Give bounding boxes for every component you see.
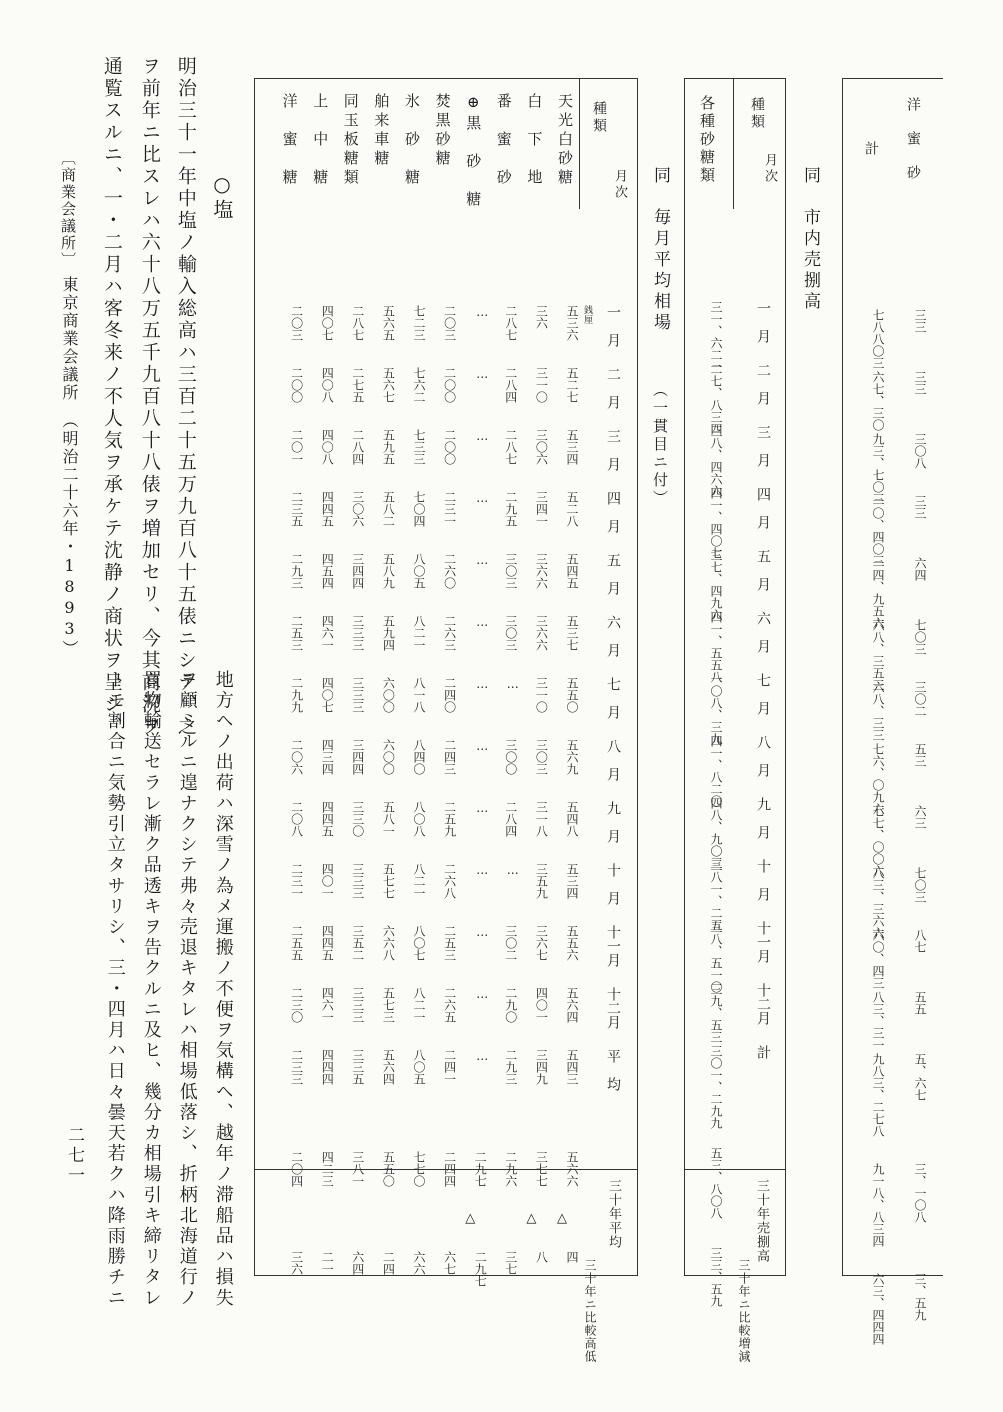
table3-cell: 三三三 bbox=[350, 615, 365, 651]
table3-cell: … bbox=[475, 925, 490, 939]
table3-cell: 八〇五 bbox=[412, 553, 426, 589]
table3-cell: 三八一 bbox=[350, 1151, 365, 1187]
table2-cell: 三〇一、二九九 bbox=[709, 1045, 723, 1129]
table3-cell: 五二八 bbox=[565, 491, 579, 527]
table2-cell: 一〇八、三九 bbox=[709, 673, 723, 745]
tail-cell: 三、五九 bbox=[913, 1273, 927, 1321]
table3-cell: 三六六 bbox=[534, 615, 549, 651]
table3-cell: 五五六 bbox=[565, 925, 579, 961]
table3-title: 同 毎月平均相場 bbox=[650, 166, 670, 334]
table3-month-header: 一 月 bbox=[605, 305, 621, 347]
table3-cell: 二八四 bbox=[503, 801, 518, 837]
essay-col-7: トモ割合ニ気勢引立タサリシ、三・四月ハ日々曇天若クハ降雨勝チニ bbox=[104, 670, 126, 1309]
table3-cell: 二六三 bbox=[442, 615, 457, 651]
table3-cell: 三七七 bbox=[534, 1151, 549, 1187]
table3-cell: 二〇六 bbox=[289, 739, 304, 775]
table3-cell: 三一八 bbox=[534, 801, 549, 837]
table3-cell: 四四四 bbox=[320, 1049, 335, 1085]
table3-cell: 七六二 bbox=[412, 367, 426, 403]
tail-cell: 八三、三一 bbox=[871, 991, 885, 1051]
table3-cell: 五三六 bbox=[565, 305, 579, 341]
table2-month-header: 計 bbox=[755, 1045, 771, 1059]
table3-month-header: 三 月 bbox=[605, 429, 621, 471]
table3-cell: 五四五 bbox=[565, 553, 579, 589]
table3-cell: 八二一 bbox=[412, 863, 426, 899]
table3-cell: 四〇八 bbox=[320, 429, 335, 465]
table3-month-header: 七 月 bbox=[605, 677, 621, 719]
table3-cell: 三一〇 bbox=[534, 677, 549, 713]
top-tail-table bbox=[842, 78, 943, 1345]
table3-cell: 五三四 bbox=[565, 863, 579, 899]
table3-row-label: 同玉板糖類 bbox=[341, 93, 360, 188]
table3-cell: 三四九 bbox=[534, 1049, 549, 1085]
table2-cell: 四一、四〇七 bbox=[709, 487, 723, 559]
table3-cell: 三一〇 bbox=[534, 367, 549, 403]
table3-cell: 五六四 bbox=[381, 1049, 396, 1085]
table3-cell: 三四四 bbox=[350, 553, 365, 589]
table3-cell: 二三〇 bbox=[289, 987, 304, 1023]
page-number: 二七一 bbox=[64, 1126, 84, 1186]
table3-unit: 銭厘 bbox=[582, 305, 592, 325]
table3-cell: 三〇二 bbox=[503, 925, 518, 961]
table3-cell: 二三三 bbox=[289, 1049, 304, 1085]
table3-cell: 五六七 bbox=[381, 367, 396, 403]
table2-header-kind: 種類 bbox=[749, 97, 765, 131]
tail-cell: 三三 bbox=[913, 495, 927, 519]
table3-row-label: 舶来車糖 bbox=[372, 93, 391, 169]
table3-cell: 五七三 bbox=[381, 987, 396, 1023]
table3-cell: 八 bbox=[534, 1251, 549, 1263]
table2-month-header: 五 月 bbox=[755, 549, 771, 591]
table3-cell: 五五〇 bbox=[381, 1151, 396, 1187]
table3-cell: 三〇三 bbox=[534, 739, 549, 775]
table3-cell: 二四四 bbox=[442, 1151, 457, 1187]
table2-extra-2: 三十年ニ比較増減 bbox=[737, 1259, 751, 1363]
tail-cell: 七八八〇三 bbox=[871, 309, 885, 369]
table3-cell: 二四三 bbox=[442, 739, 457, 775]
table3-cell: 五四八 bbox=[565, 801, 579, 837]
table3-cell: 四四五 bbox=[320, 491, 335, 527]
tail-cell: 五、六七 bbox=[913, 1053, 927, 1101]
essay-col-5: ヲ顧ミルニ遑ナクシテ弗々売退キタレハ相場低落シ、折柄北海道行ノ bbox=[176, 670, 198, 1309]
tail-cell: 六七、三〇 bbox=[871, 371, 885, 431]
table3-cell: 四五四 bbox=[320, 553, 335, 589]
table3-cell: 八〇七 bbox=[412, 925, 426, 961]
essay-col-3: 通覧スルニ、一・二月ハ客冬来ノ不人気ヲ承ケテ沈静ノ商状ヲ呈シ、 bbox=[100, 56, 123, 738]
table2-cell: 四一、五五八 bbox=[709, 611, 723, 683]
table3-cell: 二〇〇 bbox=[289, 367, 304, 403]
tail-cell: 八七 bbox=[913, 929, 927, 953]
table3-cell: 五三七 bbox=[565, 615, 579, 651]
table3-cell: 八一八 bbox=[412, 677, 426, 713]
table3-cell: 二〇一 bbox=[289, 429, 304, 465]
table3-cell: … bbox=[475, 677, 490, 691]
table3-cell: 五六九 bbox=[565, 739, 579, 775]
tail-cell: 一〇、四〇三 bbox=[871, 495, 885, 567]
table3-subtitle: （一貫目ニ付） bbox=[651, 382, 669, 508]
table3-month-header: 四 月 bbox=[605, 491, 621, 533]
table3-cell: … bbox=[475, 739, 490, 753]
table3-extra-1: 三十年平均 bbox=[606, 1179, 621, 1249]
table3-cell: 五九四 bbox=[381, 615, 396, 651]
table3-cell: 八二一 bbox=[412, 987, 426, 1023]
table3-month-header: 十一月 bbox=[605, 925, 621, 967]
table2-cell: 三三、五九 bbox=[709, 1247, 723, 1307]
table3-cell: 五六六 bbox=[565, 1151, 579, 1187]
table3-cell: 二四〇 bbox=[442, 677, 457, 713]
table3-cell: 五八二 bbox=[381, 491, 396, 527]
table3-cell: 二〇三 bbox=[442, 305, 457, 341]
table3-cell: 二六〇 bbox=[442, 553, 457, 589]
tail-cell: 七〇三 bbox=[913, 867, 927, 903]
table3-month-header: 十二月 bbox=[605, 987, 621, 1029]
essay-col-4: 地方ヘノ出荷ハ深雪ノ為メ運搬ノ不便ヲ気構ヘ、越年ノ滞船品ハ損失 bbox=[212, 670, 234, 1309]
table2-cell: 三九、五三 bbox=[709, 983, 723, 1043]
table3-cell: 二一 bbox=[320, 1251, 335, 1275]
table3-cell: 四四五 bbox=[320, 801, 335, 837]
table3-cell: 三六六 bbox=[534, 553, 549, 589]
table3-cell: … bbox=[505, 863, 520, 877]
tail-row-label-1: 洋 蜜 砂 bbox=[905, 97, 921, 182]
table3-cell: 二八七 bbox=[350, 305, 365, 341]
table3-cell: 三七 bbox=[503, 1251, 518, 1275]
table3-cell: 七七〇 bbox=[412, 1151, 426, 1187]
table3-cell: 二八七 bbox=[503, 429, 518, 465]
table3-cell: 二三一 bbox=[289, 863, 304, 899]
table3-cell: 三四一 bbox=[534, 491, 549, 527]
table3-cell: 五八一 bbox=[381, 801, 396, 837]
tail-cell: 九一八、八三四 bbox=[871, 1163, 885, 1247]
table3-cell: 二四一 bbox=[442, 1049, 457, 1085]
table3-cell: 三〇六 bbox=[350, 491, 365, 527]
table3-cell: 四〇一 bbox=[534, 987, 549, 1023]
tail-cell: 七七、〇〇六 bbox=[871, 805, 885, 877]
table3-row-label: 上 中 糖 bbox=[311, 93, 330, 188]
table3-cell: 二九〇 bbox=[503, 987, 518, 1023]
table3-header-kind: 種類 bbox=[591, 101, 607, 135]
table2-cell: 五三、八〇八 bbox=[709, 1147, 723, 1219]
table3-cell: 六〇〇 bbox=[381, 739, 396, 775]
source-label: 〔商業会議所〕 bbox=[59, 150, 77, 269]
table3-cell: 五六五 bbox=[381, 305, 396, 341]
table3-cell: 二五五 bbox=[289, 925, 304, 961]
table3-cell: 三六 bbox=[289, 1251, 304, 1275]
table3-cell: 二〇三 bbox=[289, 305, 304, 341]
table3-cell: 二五九 bbox=[442, 801, 457, 837]
table2-cell: 三八、五一〇 bbox=[709, 921, 723, 993]
tail-cell: 九八三、二七八 bbox=[871, 1053, 885, 1137]
table3-cell: 二九五 bbox=[503, 491, 518, 527]
tail-cell: 六八、三三 bbox=[871, 681, 885, 741]
table3-header-month: 月次 bbox=[612, 169, 627, 201]
table2-extra-1: 三十年売捌高 bbox=[754, 1179, 769, 1263]
table2-row-label: 各種砂糖類 bbox=[698, 95, 716, 185]
table3-cell: 四四五 bbox=[320, 925, 335, 961]
table3-cell: 四六一 bbox=[320, 987, 335, 1023]
table3-cell: 五五〇 bbox=[565, 677, 579, 713]
tail-cell: 六〇、四三 bbox=[871, 929, 885, 989]
table3-cell: 二九九 bbox=[289, 677, 304, 713]
table3-cell: 二九六 bbox=[503, 1151, 518, 1187]
table3-cell: 七三三 bbox=[412, 429, 426, 465]
table2-month-header: 二 月 bbox=[755, 363, 771, 405]
table3-cell: 二〇〇 bbox=[442, 429, 457, 465]
table3-cell: 五三四 bbox=[565, 429, 579, 465]
tail-cell: 三〇二 bbox=[913, 681, 927, 717]
tail-cell: 三三 bbox=[913, 371, 927, 395]
table3-cell: 三三三 bbox=[350, 987, 365, 1023]
table3-cell: 五七七 bbox=[381, 863, 396, 899]
table3-cell: 六七 bbox=[442, 1251, 457, 1275]
table3-cell: 五六四 bbox=[565, 987, 579, 1023]
table2-cell: 四一、八二〇 bbox=[709, 735, 723, 807]
table3-cell: 三五二 bbox=[350, 925, 365, 961]
table3-cell: 三三五 bbox=[350, 1049, 365, 1085]
table3-cell: 六六 bbox=[412, 1251, 426, 1275]
table3-cell: 二九七 bbox=[473, 1151, 488, 1187]
table3-cell: 六〇〇 bbox=[381, 677, 396, 713]
table3-row-label: 洋 蜜 糖 bbox=[280, 93, 299, 188]
decrease-mark: △ bbox=[465, 1211, 476, 1226]
table2-month-header: 六 月 bbox=[755, 611, 771, 653]
table3-cell: … bbox=[475, 801, 490, 815]
tail-cell: 三三 bbox=[913, 309, 927, 333]
table3-cell: 七〇四 bbox=[412, 491, 426, 527]
table3-cell: … bbox=[475, 1049, 490, 1063]
table2-month-header: 三 月 bbox=[755, 425, 771, 467]
tail-cell: 八三、三六六 bbox=[871, 867, 885, 939]
table3-cell: 二〇八 bbox=[289, 801, 304, 837]
table2-month-header: 九 月 bbox=[755, 797, 771, 839]
table3-cell: 二七五 bbox=[350, 367, 365, 403]
table3-cell: 二八七 bbox=[503, 305, 518, 341]
table3-cell: 四三四 bbox=[320, 739, 335, 775]
essay-col-1: 明治三十一年中塩ノ輸入総高ハ三百二十五万九百八十五俵ニシテ、之 bbox=[174, 56, 197, 738]
table3-cell: 三六 bbox=[534, 305, 549, 329]
table2-month-header: 四 月 bbox=[755, 487, 771, 529]
table3-month-header: 二 月 bbox=[605, 367, 621, 409]
table2-cell: 三八一、二五 bbox=[709, 859, 723, 931]
table2-header-month: 月次 bbox=[762, 153, 777, 185]
table3-cell: 五八九 bbox=[381, 553, 396, 589]
table3-cell: 三六七 bbox=[534, 925, 549, 961]
table3-cell: 四〇七 bbox=[320, 677, 335, 713]
table3-month-header: 五 月 bbox=[605, 553, 621, 595]
table3-cell: 三〇六 bbox=[534, 429, 549, 465]
table2-month-header: 七 月 bbox=[755, 673, 771, 715]
table3-cell: 二六五 bbox=[442, 987, 457, 1023]
tail-cell: 六三 bbox=[913, 805, 927, 829]
table3-cell: 八〇八 bbox=[412, 801, 426, 837]
essay-col-2: ヲ前年ニ比スレハ六十八万五千九百八十八俵ヲ増加セリ、今其商況ヲ bbox=[138, 56, 161, 738]
table3-cell: 二四 bbox=[381, 1251, 396, 1275]
table3-row-label: 氷 砂 糖 bbox=[403, 93, 421, 188]
tail-cell: 七六、〇九六 bbox=[871, 743, 885, 815]
table2-cell: 三一、六二一 bbox=[709, 301, 723, 373]
salt-heading: ○塩 bbox=[210, 172, 234, 222]
table3-row-label: ⊕黒 砂 糖 bbox=[464, 93, 483, 210]
table3-cell: 八〇五 bbox=[412, 1049, 426, 1085]
table3-cell: 四六一 bbox=[320, 615, 335, 651]
table3-month-header: 六 月 bbox=[605, 615, 621, 657]
table3-cell: 四〇七 bbox=[320, 305, 335, 341]
table3-cell: 二八四 bbox=[503, 367, 518, 403]
table3-cell: 四〇一 bbox=[320, 863, 335, 899]
table3-cell: 四二三 bbox=[320, 1151, 335, 1187]
table2-month-header: 十一月 bbox=[755, 921, 771, 963]
table3-cell: 二九七 bbox=[473, 1251, 488, 1287]
table3-cell: 五九五 bbox=[381, 429, 396, 465]
table3-cell: 六四 bbox=[350, 1251, 365, 1275]
table3-cell: 二三五 bbox=[289, 491, 304, 527]
essay-col-6: 買物輸送セラレ漸ク品透キヲ告クルニ及ヒ、幾分カ相場引キ締リタレ bbox=[140, 670, 162, 1309]
table3-cell: 三三三 bbox=[350, 863, 365, 899]
table3-row-label: 焚黒砂糖 bbox=[433, 93, 452, 169]
table3-month-header: 八 月 bbox=[605, 739, 621, 781]
decrease-mark: △ bbox=[526, 1211, 537, 1226]
table3-cell: … bbox=[475, 987, 490, 1001]
table3-cell: … bbox=[475, 615, 490, 629]
table3-cell: 二三一 bbox=[442, 491, 457, 527]
table3-cell: … bbox=[475, 367, 490, 381]
table3-cell: 二〇〇 bbox=[442, 367, 457, 403]
table3-row-label: 白 下 地 bbox=[525, 93, 544, 188]
table3-cell: 五二七 bbox=[565, 367, 579, 403]
table3-month-header: 九 月 bbox=[605, 801, 621, 843]
table2-month-header: 一 月 bbox=[755, 301, 771, 343]
table2 bbox=[684, 78, 786, 1363]
table3-extra-2: 三十年ニ比較高低 bbox=[583, 1259, 597, 1363]
table3-cell: 八二一 bbox=[412, 615, 426, 651]
table3-cell: 七二三 bbox=[412, 305, 426, 341]
tail-cell: 三、一〇八 bbox=[913, 1163, 927, 1223]
table2-month-header: 十二月 bbox=[755, 983, 771, 1025]
table2-month-header: 八 月 bbox=[755, 735, 771, 777]
table2-title: 同 市内売捌高 bbox=[800, 166, 820, 313]
source-citation: 東京商業会議所 （明治二十六年・1893） bbox=[60, 276, 79, 658]
table3-cell: 八四〇 bbox=[412, 739, 426, 775]
table3-cell: 三四四 bbox=[350, 739, 365, 775]
table3-cell: 二五三 bbox=[442, 925, 457, 961]
table3-cell: 三〇〇 bbox=[503, 739, 518, 775]
table3-cell: 二六八 bbox=[442, 863, 457, 899]
table3-cell: 二五三 bbox=[289, 615, 304, 651]
table3-cell: 四 bbox=[565, 1251, 579, 1263]
table3-cell: 三三三 bbox=[350, 677, 365, 713]
table3-cell: 三五九 bbox=[534, 863, 549, 899]
table3 bbox=[254, 78, 638, 1363]
table3-cell: 三〇三 bbox=[503, 615, 518, 651]
decrease-mark: △ bbox=[557, 1211, 567, 1226]
table3-cell: 二九三 bbox=[503, 1049, 518, 1085]
table3-row-label: 天光白砂糖 bbox=[556, 93, 574, 188]
table2-month-header: 十 月 bbox=[755, 859, 771, 901]
tail-cell: 一四、九五六 bbox=[871, 557, 885, 629]
table3-cell: 三〇三 bbox=[503, 553, 518, 589]
table3-cell: 二〇四 bbox=[289, 1151, 304, 1187]
table2-cell: 二七、八三四 bbox=[709, 363, 723, 435]
table3-cell: 六六八 bbox=[381, 925, 396, 961]
table3-cell: 五四三 bbox=[565, 1049, 579, 1085]
tail-cell: 五三 bbox=[913, 743, 927, 767]
table3-cell: 三三〇 bbox=[350, 801, 365, 837]
table2-cell: 三七、四九六 bbox=[709, 549, 723, 621]
tail-cell: 三〇八 bbox=[913, 433, 927, 469]
tail-cell: 六八、三五三 bbox=[871, 619, 885, 691]
tail-cell: 六三、四四四 bbox=[871, 1273, 885, 1345]
tail-cell: 五五 bbox=[913, 991, 927, 1015]
table3-row-label: 番 蜜 砂 bbox=[494, 93, 513, 188]
table3-month-header: 十 月 bbox=[605, 863, 621, 905]
table2-cell: 三八、四六六 bbox=[709, 425, 723, 497]
tail-cell: 九三、七〇三 bbox=[871, 433, 885, 505]
table3-cell: … bbox=[475, 491, 490, 505]
table3-cell: … bbox=[475, 305, 490, 319]
table3-cell: … bbox=[475, 863, 490, 877]
tail-row-label-2: 計 bbox=[863, 141, 879, 158]
table3-cell: 二八四 bbox=[350, 429, 365, 465]
table3-cell: … bbox=[505, 677, 520, 691]
table3-cell: … bbox=[475, 429, 490, 443]
tail-cell: 七〇三 bbox=[913, 619, 927, 655]
table3-cell: … bbox=[475, 553, 490, 567]
table3-month-header: 平 均 bbox=[605, 1049, 621, 1091]
table3-cell: 二九三 bbox=[289, 553, 304, 589]
tail-cell: 六四 bbox=[913, 557, 927, 581]
table3-cell: 四〇八 bbox=[320, 367, 335, 403]
table2-cell: 四八、九〇三 bbox=[709, 797, 723, 869]
